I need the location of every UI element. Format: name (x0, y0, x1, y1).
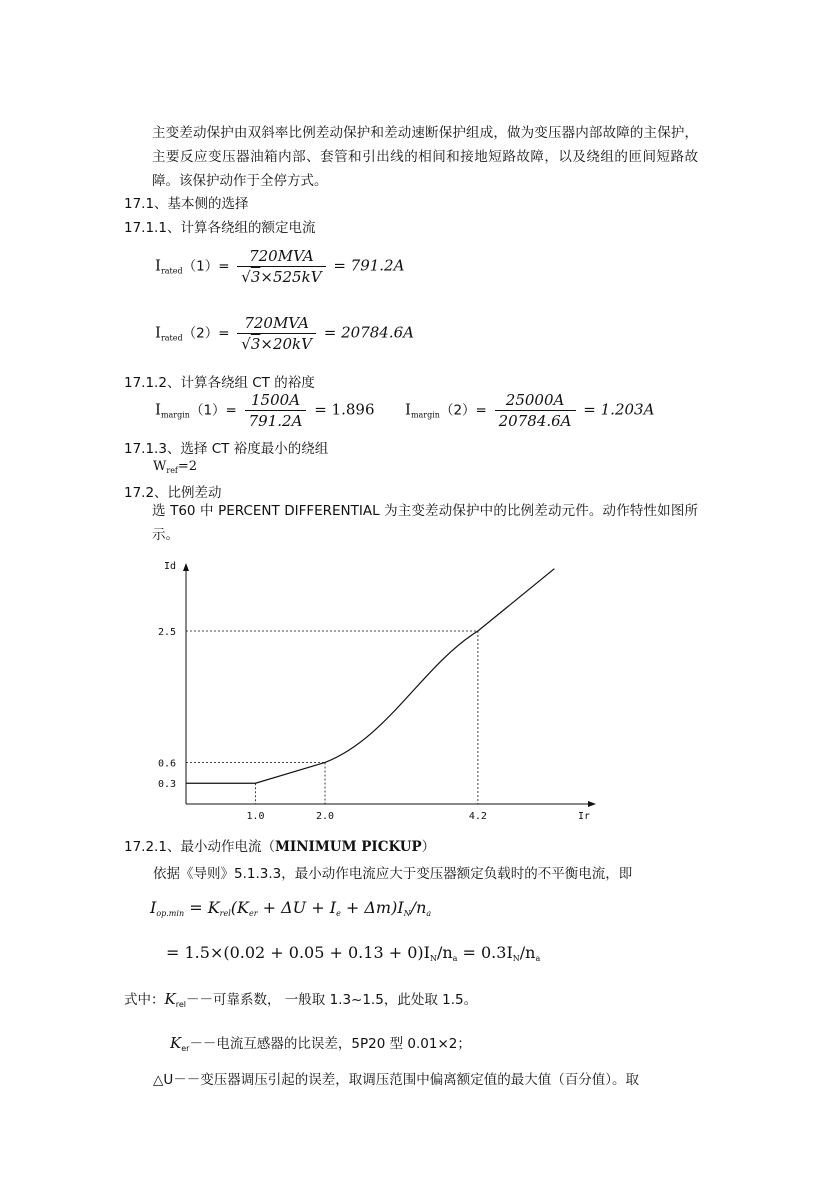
x-tick-label: 1.0 (246, 811, 265, 822)
x-axis-arrow (588, 801, 596, 807)
basis-paragraph: 依据《导则》5.1.3.3，最小动作电流应大于变压器额定负载时的不平衡电流，即 (153, 866, 633, 882)
eq6-in2: N (512, 954, 520, 963)
wref-val: =2 (177, 459, 198, 474)
eq6-text: = 1.5×(0.02 + 0.05 + 0.13 + 0)I (166, 943, 430, 962)
note2-text: －－电流互感器的比误差，5P20 型 0.01×2； (189, 1036, 471, 1052)
intro-paragraph (124, 121, 698, 193)
note2-k: K (170, 1034, 182, 1052)
eq5-k: = K (189, 898, 220, 917)
eq1-denominator: √3×525kV (241, 268, 322, 286)
equation-op-min-value (166, 943, 540, 963)
eq5-body: (K (230, 898, 249, 917)
eq5-rest: + ΔU + I (257, 898, 337, 917)
eq4-sub: margin (410, 410, 440, 420)
equation-margin-2 (405, 390, 654, 431)
eq2-rhs: = 20784.6A (323, 323, 414, 342)
heading-17-2-1-bold: MINIMUM PICKUP (274, 839, 422, 855)
eq2-lhs: I (155, 323, 161, 342)
note-delta-u: △U－－变压器调压引起的误差，取调压范围中偏离额定值的最大值（百分值）。取 (153, 1072, 640, 1088)
heading-17-1: 17.1、基本侧的选择 (124, 196, 249, 212)
x-axis-label: Ir (578, 811, 591, 822)
y-tick-label: 2.5 (158, 627, 177, 638)
y-axis-arrow (183, 563, 189, 571)
eq2-arg: （2）= (182, 325, 230, 342)
para-17-2-text: 选 T60 中 PERCENT DIFFERENTIAL 为主变差动保护中的比例差动元件。动作特性如图所示。 (152, 503, 698, 543)
x-tick-label: 2.0 (316, 811, 335, 822)
eq2-sub: rated (160, 333, 183, 343)
eq5-na: a (426, 909, 432, 918)
eq4-arg: （2）= (439, 402, 487, 419)
eq3-rhs: = 1.896 (314, 400, 375, 419)
eq4-numerator: 25000A (495, 390, 576, 411)
eq3-sub: margin (160, 410, 190, 420)
eq6-in: N (429, 954, 437, 963)
eq2-sqrt: 3 (250, 335, 261, 353)
eq4-fraction (495, 390, 576, 431)
y-tick-label: 0.3 (158, 779, 177, 791)
eq1-arg: （1）= (182, 258, 230, 275)
eq1-sqrt: 3 (250, 268, 261, 286)
heading-17-2: 17.2、比例差动 (124, 485, 222, 501)
eq5-i: I (150, 898, 157, 917)
eq2-denominator: √3×20kV (241, 335, 312, 353)
chart-layer (158, 561, 596, 822)
eq3-numerator: 1500A (245, 390, 307, 411)
note1-sub: rel (175, 1000, 186, 1009)
wref-sub: ref (166, 466, 178, 475)
eq4-lhs: I (405, 400, 411, 419)
eq6-eqv: = 0.3I (457, 943, 513, 962)
eq5-end: + Δm)I (340, 898, 404, 917)
eq4-denominator: 20784.6A (498, 412, 572, 430)
equation-op-min (150, 898, 431, 918)
eq1-rhs: = 791.2A (333, 256, 405, 275)
eq3-arg: （1）= (189, 402, 237, 419)
wref-w: W (153, 459, 167, 474)
eq5-krel: rel (219, 909, 231, 918)
eq2-numerator: 720MVA (237, 313, 316, 334)
para-17-2 (124, 499, 698, 547)
y-tick-label: 0.6 (158, 758, 177, 770)
note1-text: －－可靠系数， 一般取 1.3~1.5，此处取 1.5。 (185, 992, 478, 1008)
intro-text: 主变差动保护由双斜率比例差动保护和差动速断保护组成，做为变压器内部故障的主保护，主要反应变压器油箱内部、套管和引出线的相间和接地短路故障，以及绕组的匝间短路故障。该保护动作于全停方式。 (152, 125, 698, 189)
eq5-ker: er (248, 909, 258, 918)
eq6-na2: a (535, 954, 541, 963)
note1-k: K (164, 990, 176, 1008)
heading-17-1-2: 17.1.2、计算各绕组 CT 的裕度 (124, 375, 315, 391)
eq1-sub: rated (160, 266, 183, 276)
eq2-fraction (237, 313, 316, 354)
eq5-in: N (403, 909, 411, 918)
heading-17-2-1 (124, 835, 435, 855)
eq5-ie: e (336, 909, 341, 918)
eq2-den-rest: ×20kV (260, 335, 312, 353)
heading-17-1-1: 17.1.1、计算各绕组的额定电流 (124, 220, 316, 236)
equation-rated-2 (155, 313, 414, 354)
eq1-numerator: 720MVA (237, 246, 325, 267)
y-axis-label: Id (164, 561, 177, 572)
heading-17-1-3: 17.1.3、选择 CT 裕度最小的绕组 (124, 441, 329, 457)
wref-line (153, 459, 197, 475)
differential-characteristic-chart (150, 555, 610, 825)
eq6-na: a (452, 954, 458, 963)
eq1-fraction (237, 246, 325, 287)
eq4-rhs: = 1.203A (583, 400, 655, 419)
eq6-mid: /n (436, 943, 453, 962)
note2-sub: er (181, 1044, 190, 1053)
eq3-denominator: 791.2A (248, 412, 303, 430)
eq3-lhs: I (155, 400, 161, 419)
heading-17-2-1-end: ） (421, 839, 436, 855)
note-krel (124, 988, 477, 1009)
equation-margin-1 (155, 390, 374, 431)
equation-rated-1 (155, 246, 404, 287)
eq6-mid2: /n (519, 943, 536, 962)
eq5-sub: op.min (156, 909, 185, 918)
eq1-den-rest: ×525kV (260, 268, 322, 286)
note-ker (170, 1032, 471, 1053)
eq1-lhs: I (155, 256, 161, 275)
eq3-fraction (245, 390, 307, 431)
eq5-slash: /n (410, 898, 427, 917)
heading-17-2-1-text: 17.2.1、最小动作电流（ (124, 839, 275, 855)
x-tick-label: 4.2 (468, 811, 487, 822)
note1-pre: 式中： (124, 992, 165, 1008)
characteristic-curve (186, 569, 554, 784)
